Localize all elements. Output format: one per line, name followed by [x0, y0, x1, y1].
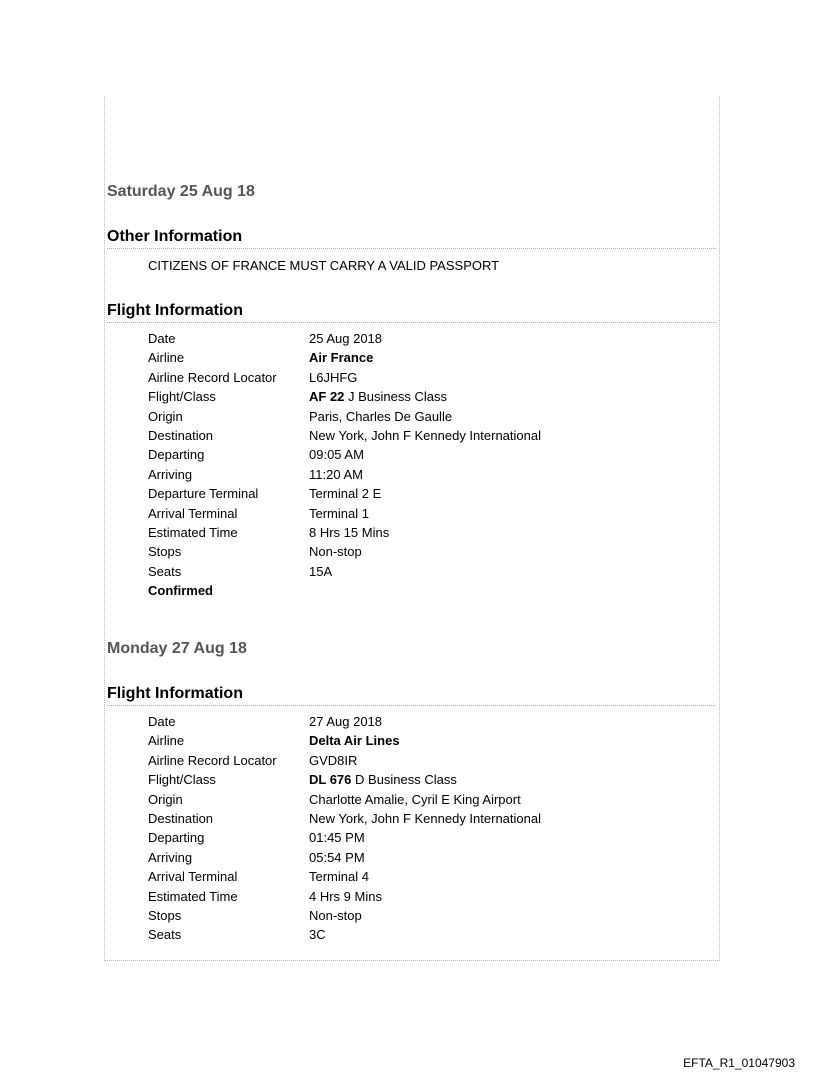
detail-label: Origin: [148, 791, 183, 807]
detail-label: Arrival Terminal: [148, 869, 238, 885]
flight-number: DL 676: [309, 772, 352, 788]
detail-value: 3C: [309, 927, 326, 943]
detail-value: Terminal 2 E: [309, 486, 382, 502]
detail-value: 15A: [309, 563, 333, 579]
detail-label: Airline Record Locator: [148, 752, 277, 768]
detail-label: Date: [148, 331, 176, 346]
detail-label: Origin: [148, 408, 183, 424]
detail-value: Non-stop: [309, 544, 362, 560]
detail-label: Arrival Terminal: [148, 505, 238, 521]
detail-label: Estimated Time: [148, 888, 238, 904]
day-heading-2: Monday 27 Aug 18: [107, 640, 247, 657]
detail-label: Airline Record Locator: [148, 369, 277, 385]
cabin-class: J Business Class: [344, 389, 447, 405]
detail-value: 11:20 AM: [309, 466, 363, 482]
detail-value: New York, John F Kennedy International: [309, 810, 541, 826]
detail-label: Seats: [148, 927, 182, 943]
other-information-heading: Other Information: [107, 228, 716, 249]
detail-label: Departing: [148, 830, 205, 846]
flight-information-heading-1: Flight Information: [107, 302, 716, 323]
flight-information-heading-2: Flight Information: [107, 685, 716, 706]
detail-value: Terminal 4: [309, 869, 369, 885]
flight-number: AF 22: [309, 389, 345, 405]
detail-value: 25 Aug 2018: [309, 331, 383, 346]
detail-value: 8 Hrs 15 Mins: [309, 524, 390, 540]
detail-value: 01:45 PM: [309, 830, 365, 846]
cabin-class: D Business Class: [351, 772, 457, 788]
detail-label: Arriving: [148, 466, 193, 482]
detail-label: Departing: [148, 447, 205, 463]
detail-label: Estimated Time: [148, 524, 238, 540]
detail-label: Stops: [148, 544, 182, 560]
detail-value: Charlotte Amalie, Cyril E King Airport: [309, 791, 521, 807]
airline-name: Air France: [309, 350, 374, 366]
detail-label: Flight/Class: [148, 772, 216, 788]
detail-label: Destination: [148, 810, 214, 826]
detail-value: 4 Hrs 9 Mins: [309, 888, 382, 904]
detail-label: Flight/Class: [148, 389, 216, 405]
detail-value: Terminal 1: [309, 505, 369, 521]
detail-value: Paris, Charles De Gaulle: [309, 408, 453, 424]
day-heading-1: Saturday 25 Aug 18: [107, 183, 255, 200]
record-locator: L6JHFG: [309, 369, 358, 385]
booking-status: Confirmed: [148, 583, 213, 599]
detail-label: Departure Terminal: [148, 486, 259, 502]
detail-label: Airline: [148, 350, 185, 366]
detail-value: Non-stop: [309, 907, 362, 923]
detail-label: Destination: [148, 427, 214, 443]
detail-value: New York, John F Kennedy International: [309, 427, 541, 443]
detail-value: 27 Aug 2018: [309, 714, 383, 729]
passport-note: CITIZENS OF FRANCE MUST CARRY A VALID PASSPORT: [148, 258, 500, 273]
document-id: EFTA_R1_01047903: [683, 1056, 795, 1070]
airline-name: Delta Air Lines: [309, 733, 400, 749]
flight-class-value: [309, 389, 447, 404]
detail-label: Arriving: [148, 849, 193, 865]
flight-class-value: [309, 772, 457, 787]
detail-value: 05:54 PM: [309, 849, 365, 865]
detail-label: Airline: [148, 733, 185, 749]
record-locator: GVD8IR: [309, 752, 358, 768]
detail-label: Seats: [148, 563, 182, 579]
detail-value: 09:05 AM: [309, 447, 364, 463]
detail-label: Stops: [148, 907, 182, 923]
detail-label: Date: [148, 714, 176, 729]
